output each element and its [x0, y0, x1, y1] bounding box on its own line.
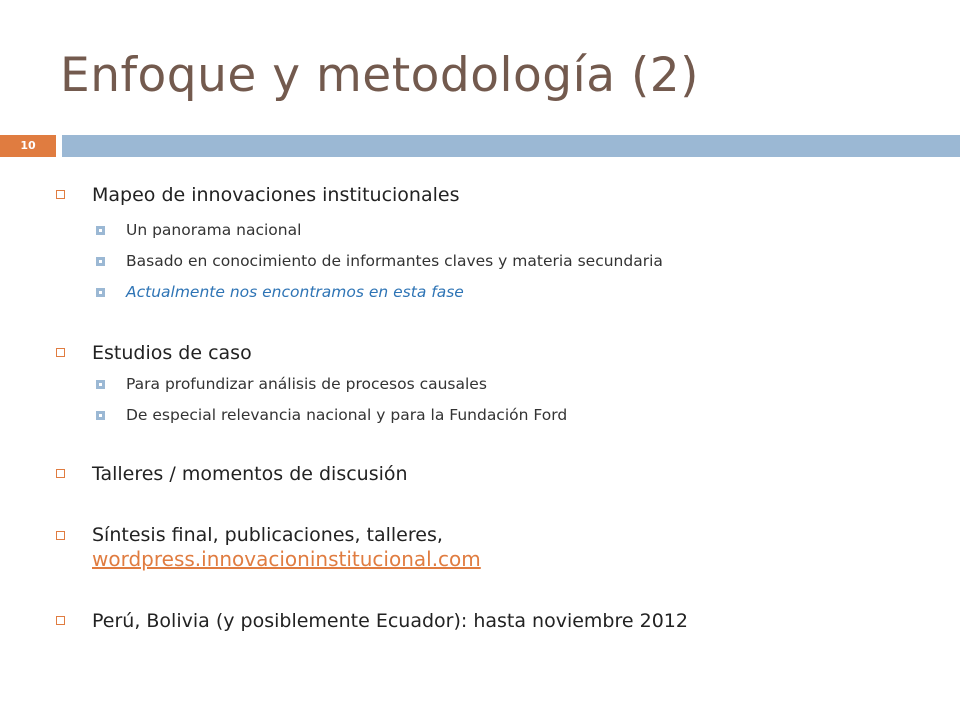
square-bullet-icon	[56, 616, 65, 625]
sub-bullet-item	[54, 251, 934, 271]
sub-bullet-item	[54, 374, 934, 394]
sub-bullet-text: Un panorama nacional	[126, 221, 302, 239]
bullet-text: Perú, Bolivia (y posiblemente Ecuador): hasta noviembre 2012	[92, 610, 688, 632]
slide-number: 10	[0, 135, 56, 157]
sub-bullet-text: Para profundizar análisis de procesos causales	[126, 375, 487, 393]
sub-bullet-text: De especial relevancia nacional y para la Fundación Ford	[126, 406, 568, 424]
bullet-item-sintesis	[54, 523, 934, 572]
bullet-text: Estudios de caso	[92, 342, 252, 364]
sub-bullet-item	[54, 220, 934, 240]
square-bullet-icon	[56, 469, 65, 478]
sub-bullet-text-highlight: Actualmente nos encontramos en esta fase	[126, 283, 464, 301]
filled-square-bullet-icon	[96, 411, 105, 420]
header-rule-bar	[62, 135, 960, 157]
filled-square-bullet-icon	[96, 226, 105, 235]
bullet-item-peru-bolivia	[54, 608, 934, 634]
sub-bullet-text: Basado en conocimiento de informantes claves y materia secundaria	[126, 252, 663, 270]
filled-square-bullet-icon	[96, 380, 105, 389]
filled-square-bullet-icon	[96, 257, 105, 266]
square-bullet-icon	[56, 190, 65, 199]
square-bullet-icon	[56, 531, 65, 540]
sub-bullet-item	[54, 405, 934, 425]
square-bullet-icon	[56, 348, 65, 357]
filled-square-bullet-icon	[96, 288, 105, 297]
bullet-item-estudios	[54, 340, 934, 366]
bullet-text: Síntesis final, publicaciones, talleres,	[92, 524, 443, 546]
bullet-text: Talleres / momentos de discusión	[92, 463, 408, 485]
sub-bullet-item-highlight	[54, 282, 934, 302]
bullet-item-talleres	[54, 461, 934, 487]
content-body	[54, 182, 934, 634]
bullet-item-mapeo	[54, 182, 934, 208]
wordpress-link[interactable]: wordpress.innovacioninstitucional.com	[92, 547, 481, 571]
bullet-text: Mapeo de innovaciones institucionales	[92, 184, 460, 206]
slide-title: Enfoque y metodología (2)	[60, 48, 700, 103]
